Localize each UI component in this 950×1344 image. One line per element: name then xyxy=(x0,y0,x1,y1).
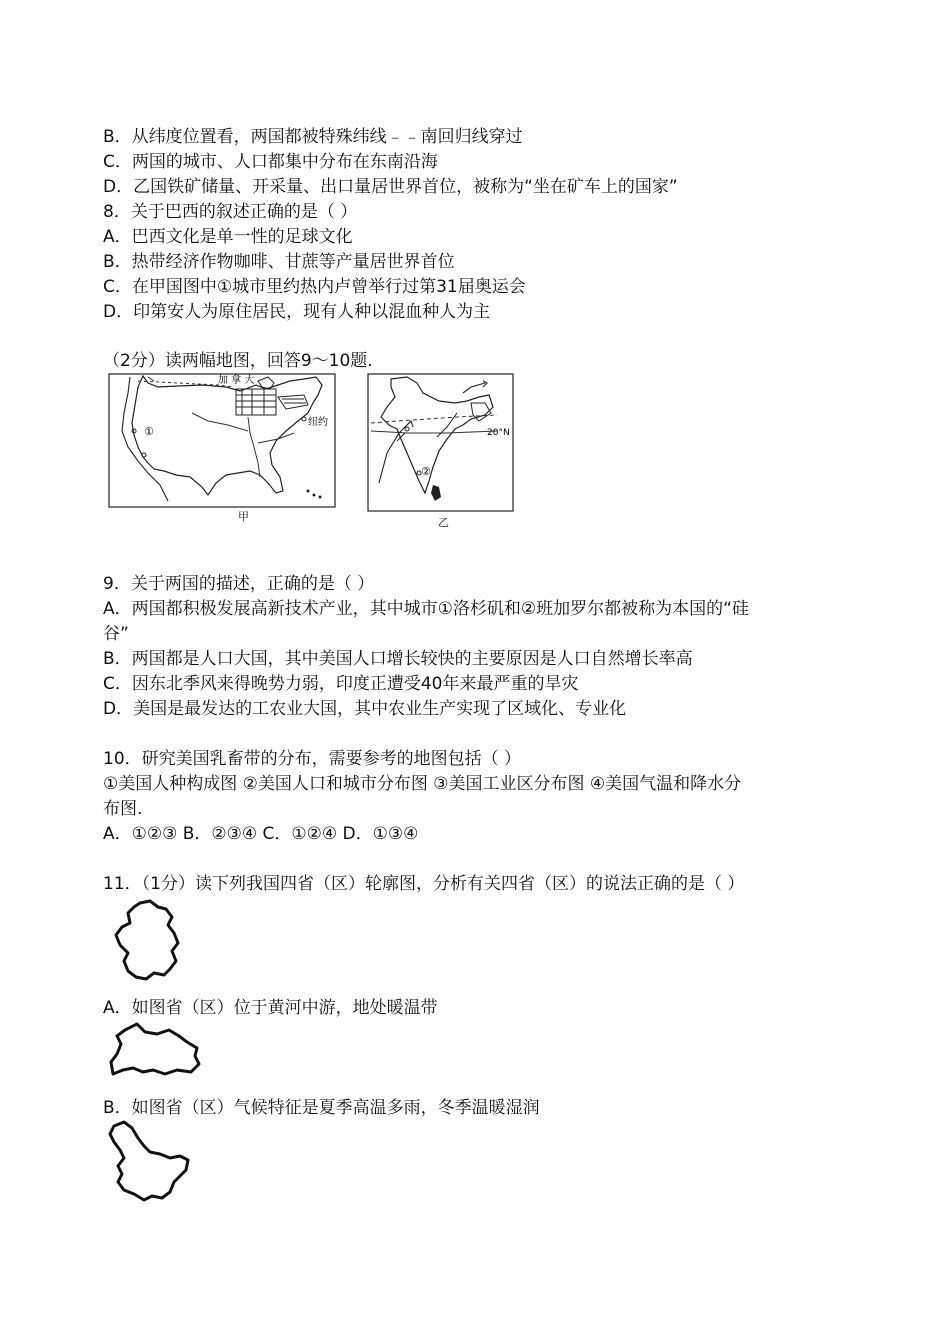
option-8d: D．印第安人为原住居民，现有人种以混血种人为主 xyxy=(103,302,491,322)
question-10-options: A．①②③ B．②③④ C．①②④ D．①③④ xyxy=(103,824,419,844)
option-11a: A．如图省（区）位于黄河中游，地处暖温带 xyxy=(103,998,438,1018)
option-9a-cont: 谷” xyxy=(103,624,129,644)
question-10-items: ①美国人种构成图 ②美国人口和城市分布图 ③美国工业区分布图 ④美国气温和降水分 xyxy=(103,774,742,794)
label-20n: 20°N xyxy=(487,428,510,438)
option-7d: D．乙国铁矿储量、开采量、出口量居世界首位，被称为“坐在矿车上的国家” xyxy=(103,177,678,197)
option-7b: B．从纬度位置看，两国都被特殊纬线﹣﹣南回归线穿过 xyxy=(103,127,523,147)
question-9: 9．关于两国的描述，正确的是（ ） xyxy=(103,574,375,594)
question-10: 10．研究美国乳畜带的分布，需要参考的地图包括（ ） xyxy=(103,749,522,769)
option-9a: A．两国都积极发展高新技术产业，其中城市①洛杉矶和②班加罗尔都被称为本国的“硅 xyxy=(103,599,749,619)
question-8: 8．关于巴西的叙述正确的是（ ） xyxy=(103,202,358,222)
question-group-9-10: （2分）读两幅地图，回答9～10题. xyxy=(103,351,373,371)
option-9d: D．美国是最发达的工农业大国，其中农业生产实现了区域化、专业化 xyxy=(103,699,627,719)
province-outline-2 xyxy=(107,1020,203,1084)
map-yi xyxy=(367,373,517,517)
option-9b: B．两国都是人口大国，其中美国人口增长较快的主要原因是人口自然增长率高 xyxy=(103,649,693,669)
option-8a: A．巴西文化是单一性的足球文化 xyxy=(103,227,353,247)
option-8c: C．在甲国图中①城市里约热内卢曾举行过第31届奥运会 xyxy=(103,277,526,297)
label-newyork: 纽约 xyxy=(308,417,328,428)
option-9c: C．因东北季风来得晚势力弱，印度正遭受40年来最严重的旱灾 xyxy=(103,674,579,694)
label-canada: 加 拿 大 xyxy=(218,375,255,386)
option-8b: B．热带经济作物咖啡、甘蔗等产量居世界首位 xyxy=(103,252,455,272)
label-city-1: ① xyxy=(144,425,154,438)
map-yi-caption: 乙 xyxy=(438,516,449,529)
province-outline-1 xyxy=(110,899,190,987)
option-11b: B．如图省（区）气候特征是夏季高温多雨，冬季温暖湿润 xyxy=(103,1098,540,1118)
province-outline-3 xyxy=(104,1120,196,1208)
label-city-2: ② xyxy=(421,465,431,478)
map-jia-caption: 甲 xyxy=(238,510,249,523)
question-11: 11．（1分）读下列我国四省（区）轮廓图，分析有关四省（区）的说法正确的是（ ） xyxy=(103,874,745,894)
question-10-items-cont: 布图. xyxy=(103,799,143,819)
option-7c: C．两国的城市、人口都集中分布在东南沿海 xyxy=(103,152,438,172)
map-jia xyxy=(108,373,336,513)
